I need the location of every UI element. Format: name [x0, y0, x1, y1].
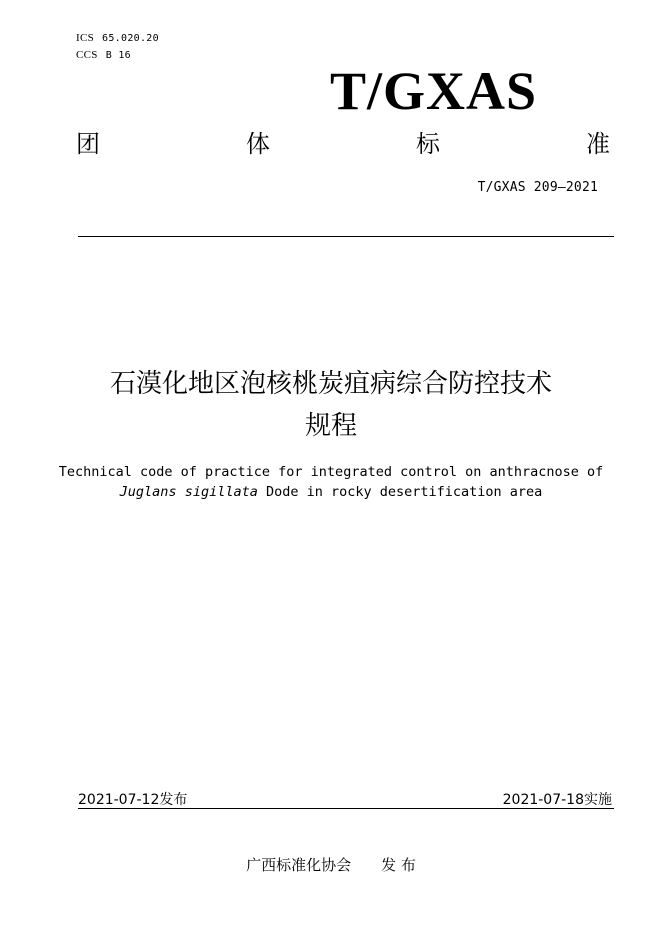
doc-type-char: 准 — [586, 130, 610, 158]
title-chinese-line1: 石漠化地区泡核桃炭疽病综合防控技术 — [109, 369, 552, 399]
title-chinese-line2: 规程 — [304, 411, 357, 441]
doc-type-char: 标 — [416, 130, 440, 158]
ics-label: ICS — [76, 32, 95, 44]
header-divider — [78, 236, 614, 237]
issuer-org: 广西标准化协会 — [246, 856, 352, 874]
ccs-value: B 16 — [105, 50, 131, 61]
issuer-action: 发 布 — [381, 856, 416, 874]
ics-value: 65.020.20 — [102, 33, 159, 44]
ccs-code — [76, 49, 131, 61]
ccs-label: CCS — [76, 49, 98, 61]
species-name: Juglans sigillata — [119, 484, 258, 500]
publish-date: 2021-07-12发布 — [78, 792, 188, 808]
implement-date: 2021-07-18实施 — [502, 792, 612, 808]
document-type — [76, 128, 610, 160]
title-english-line1: Technical code of practice for integrated control on anthracnose of — [58, 464, 604, 480]
standard-number: T/GXAS 209—2021 — [477, 180, 598, 195]
title-english-line2-rest: Dode in rocky desertification area — [257, 484, 543, 500]
title-english-line2 — [0, 482, 662, 502]
issuer — [0, 854, 662, 875]
footer-divider — [78, 808, 614, 809]
title-chinese — [0, 363, 662, 447]
doc-type-char: 体 — [246, 130, 270, 158]
standard-logo: T/GXAS — [330, 61, 538, 121]
ics-code — [76, 32, 159, 44]
doc-type-char: 团 — [76, 130, 100, 158]
title-english — [0, 462, 662, 502]
